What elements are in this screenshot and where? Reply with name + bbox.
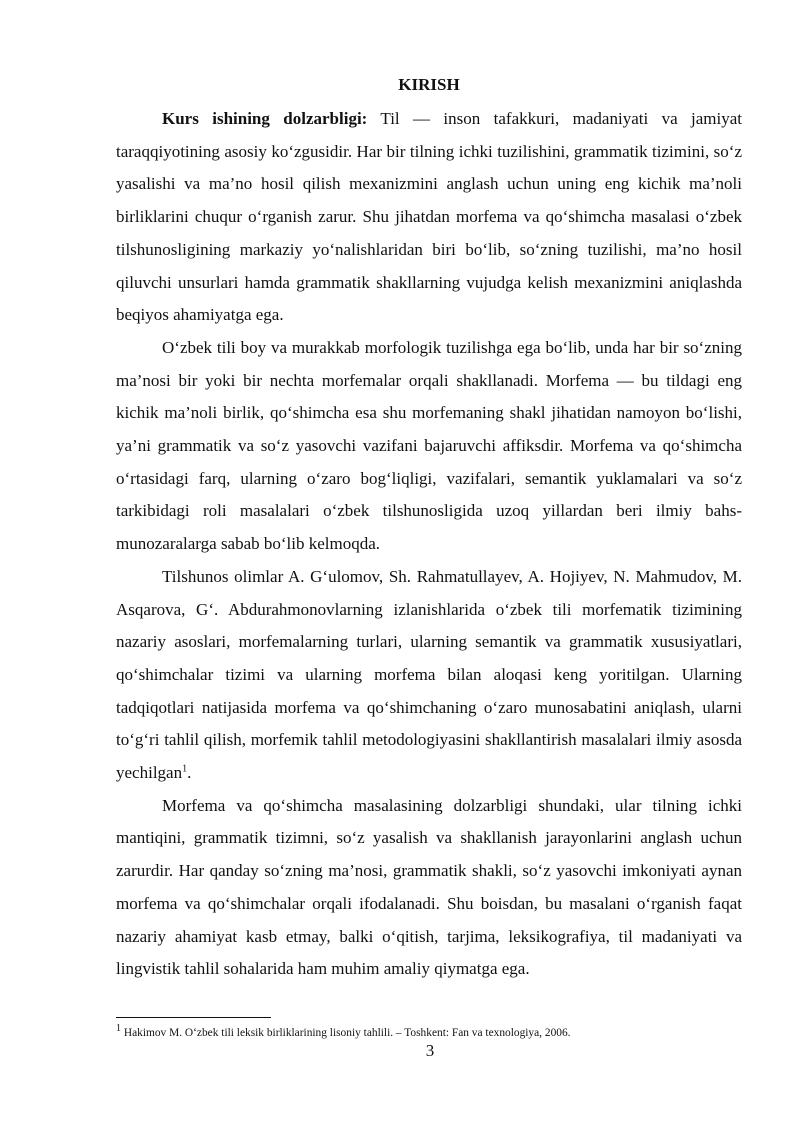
page-number: 3: [425, 1041, 435, 1060]
paragraph-text: Tilshunos olimlar A. G‘ulomov, Sh. Rahmatullayev, A. Hojiyev, N. Mahmudov, M. Asqarova, G‘. Abdurahmonovlarning izlanishlarida o‘zbek tili morfematik tizimining nazariy asoslari, morfemalarning turlari, ularning semantik va grammatik xususiyatlari, qo‘shimchalar tizimi va ularning morfema bilan aloqasi keng yoritilgan. Ularning tadqiqotlari natijasida morfema va qo‘shimchaning o‘zaro munosabatini aniqlash, ularni to‘g‘ri tahlil qilish, morfemik tahlil metodologiyasini shakllantirish masalalari ilmiy asosda yechilgan: [116, 566, 742, 783]
footnote-separator: [116, 1017, 271, 1018]
footnote-text: Hakimov M. O‘zbek tili leksik birliklarining lisoniy tahlili. – Toshkent: Fan va texnologiya, 2006.: [121, 1027, 571, 1039]
paragraph-tail: .: [187, 763, 192, 783]
paragraph-importance: Morfema va qo‘shimcha masalasining dolzarbligi shundaki, ular tilning ichki mantiqini, grammatik tizimni, so‘z yasalish va shakllanish jarayonlarini anglash uchun zarurdir. Har qanday so‘zning ma’nosi, grammatik shakli, so‘z yasovchi imkoniyati aynan morfema va qo‘shimchalar orqali ifodalanadi. Shu boisdan, bu masalani o‘rganish faqat nazariy ahamiyat kasb etmay, balki o‘qitish, tarjima, leksikografiya, til madaniyati va lingvistik tahlil sohalarida ham muhim amaliy qiymatga ega.: [116, 795, 742, 979]
paragraph-relevance: [116, 103, 742, 332]
paragraph-text: Til — inson tafakkuri, madaniyati va jamiyat taraqqiyotining asosiy ko‘zgusidir. Har bir tilning ichki tuzilishini, grammatik tizimini, so‘z yasalishi va ma’no hosil qilish mexanizmini anglash uchun uning eng kichik ma’noli birliklarini chuqur o‘rganish zarur. Shu jihatdan morfema va qo‘shimcha masalasi o‘zbek tilshunosligining markaziy yo‘nalishlaridan biri bo‘lib, so‘zning tuzilishi, ma’no hosil qiluvchi unsurlari hamda grammatik shakllarning vujudga kelish mexanizmini aniqlashda beqiyos ahamiyatga ega.: [116, 109, 742, 325]
footnote-marker: 1: [116, 1023, 121, 1035]
paragraph-scholars: [116, 561, 742, 790]
footnote: [116, 1023, 742, 1040]
page-body: [116, 74, 742, 986]
paragraph-lead: Kurs ishining dolzarbligi:: [162, 109, 368, 128]
paragraph-morphology: O‘zbek tili boy va murakkab morfologik tuzilishga ega bo‘lib, unda har bir so‘zning ma’nosi bir yoki bir nechta morfemalar orqali shakllanadi. Morfema — bu tildagi eng kichik ma’noli birlik, qo‘shimcha esa shu morfemaning shakl jihatidan namoyon bo‘lishi, ya’ni grammatik va so‘z yasovchi vazifani bajaruvchi affiksdir. Morfema va qo‘shimcha o‘rtasidagi farq, ularning o‘zaro bog‘liqligi, vazifalari, semantik yuklamalari va so‘z tarkibidagi roli masalalari o‘zbek tilshunosligida uzoq yillardan beri ilmiy bahs-munozaralarga sabab bo‘lib kelmoqda.: [116, 337, 742, 554]
footnote-reference[interactable]: 1: [182, 763, 188, 775]
section-heading: KIRISH: [398, 75, 460, 94]
